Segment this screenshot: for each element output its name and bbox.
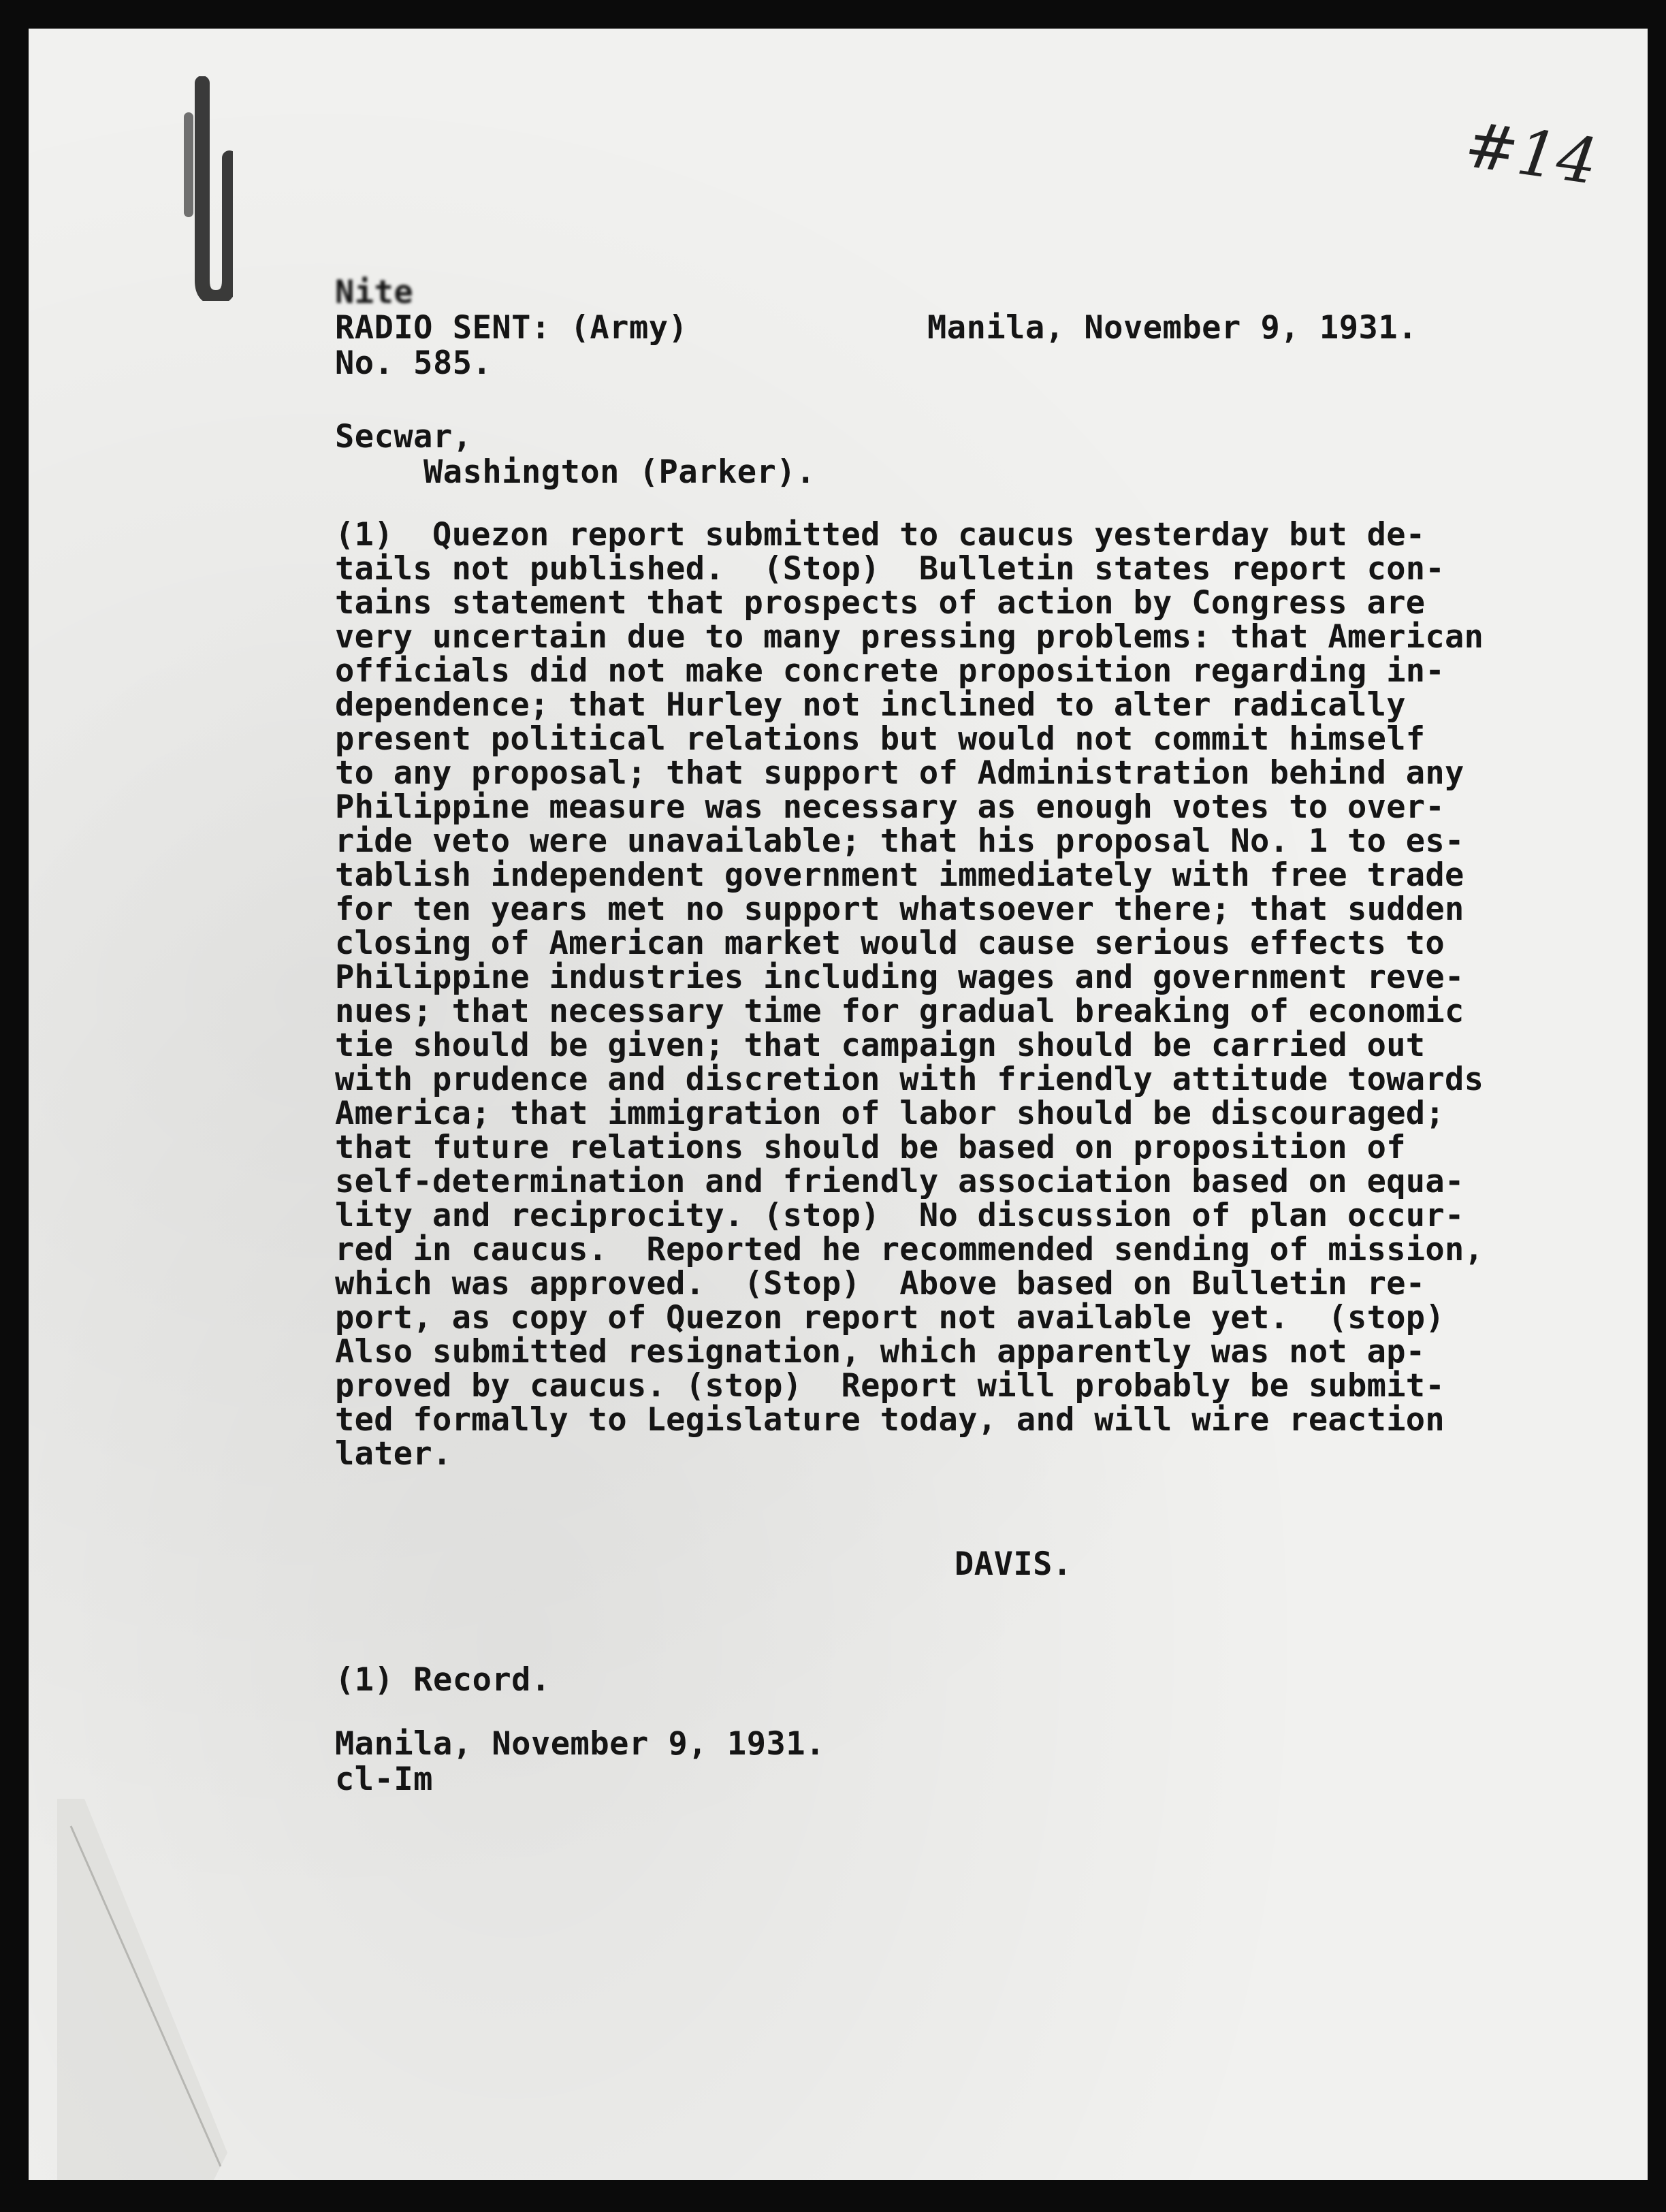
body-line: Philippine measure was necessary as enough votes to over- [335, 788, 1445, 826]
body-line: self-determination and friendly association based on equa- [335, 1163, 1464, 1200]
signature: DAVIS. [955, 1545, 1072, 1583]
body-line: red in caucus. Reported he recommended sending of mission, [335, 1231, 1484, 1268]
body-line: Also submitted resignation, which apparently was not ap- [335, 1333, 1426, 1371]
body-line: later. [335, 1435, 452, 1473]
addressee-washington: Washington (Parker). [423, 453, 816, 491]
body-line: ted formally to Legislature today, and will wire reaction [335, 1401, 1445, 1439]
page-edge-shadow [57, 1799, 234, 2180]
header-nite: Nite [335, 274, 414, 311]
body-line: lity and reciprocity. (stop) No discussion of plan occur- [335, 1197, 1464, 1234]
body-line: tie should be given; that campaign should be carried out [335, 1027, 1426, 1064]
body-line: port, as copy of Quezon report not available yet. (stop) [335, 1299, 1445, 1336]
footer-place-date: Manila, November 9, 1931. [335, 1725, 825, 1763]
body-line: dependence; that Hurley not inclined to alter radically [335, 686, 1406, 724]
body-line: (1) Quezon report submitted to caucus yesterday but de- [335, 516, 1426, 554]
body-line: closing of American market would cause serious effects to [335, 925, 1445, 962]
body-line: tablish independent government immediately with free trade [335, 856, 1464, 894]
body-line: tains statement that prospects of action by Congress are [335, 584, 1426, 622]
body-line: ride veto were unavailable; that his proposal No. 1 to es- [335, 822, 1464, 860]
body-line: which was approved. (Stop) Above based on Bulletin re- [335, 1265, 1426, 1302]
footer-record-note: (1) Record. [335, 1661, 551, 1699]
document-page [29, 29, 1648, 2180]
paper-clip-icon [175, 76, 233, 301]
addressee-secwar: Secwar, [335, 418, 472, 455]
body-line: proved by caucus. (stop) Report will probably be submit- [335, 1367, 1445, 1405]
body-line: very uncertain due to many pressing problems: that American [335, 618, 1484, 656]
body-line: Philippine industries including wages and government reve- [335, 959, 1464, 996]
handwritten-page-number: #14 [1460, 108, 1602, 199]
header-message-number: No. 585. [335, 344, 492, 382]
body-line: tails not published. (Stop) Bulletin states report con- [335, 550, 1445, 588]
header-radio-sent: RADIO SENT: (Army) [335, 309, 688, 347]
body-line: officials did not make concrete proposition regarding in- [335, 652, 1445, 690]
header-place-date: Manila, November 9, 1931. [927, 309, 1417, 347]
body-line: to any proposal; that support of Administration behind any [335, 754, 1464, 792]
footer-initials: cl-Im [335, 1761, 433, 1798]
body-line: that future relations should be based on proposition of [335, 1129, 1406, 1166]
body-line: present political relations but would not commit himself [335, 720, 1426, 758]
body-line: for ten years met no support whatsoever there; that sudden [335, 891, 1464, 928]
body-line: nues; that necessary time for gradual breaking of economic [335, 993, 1464, 1030]
body-line: America; that immigration of labor should be discouraged; [335, 1095, 1445, 1132]
body-line: with prudence and discretion with friendly attitude towards [335, 1061, 1484, 1098]
